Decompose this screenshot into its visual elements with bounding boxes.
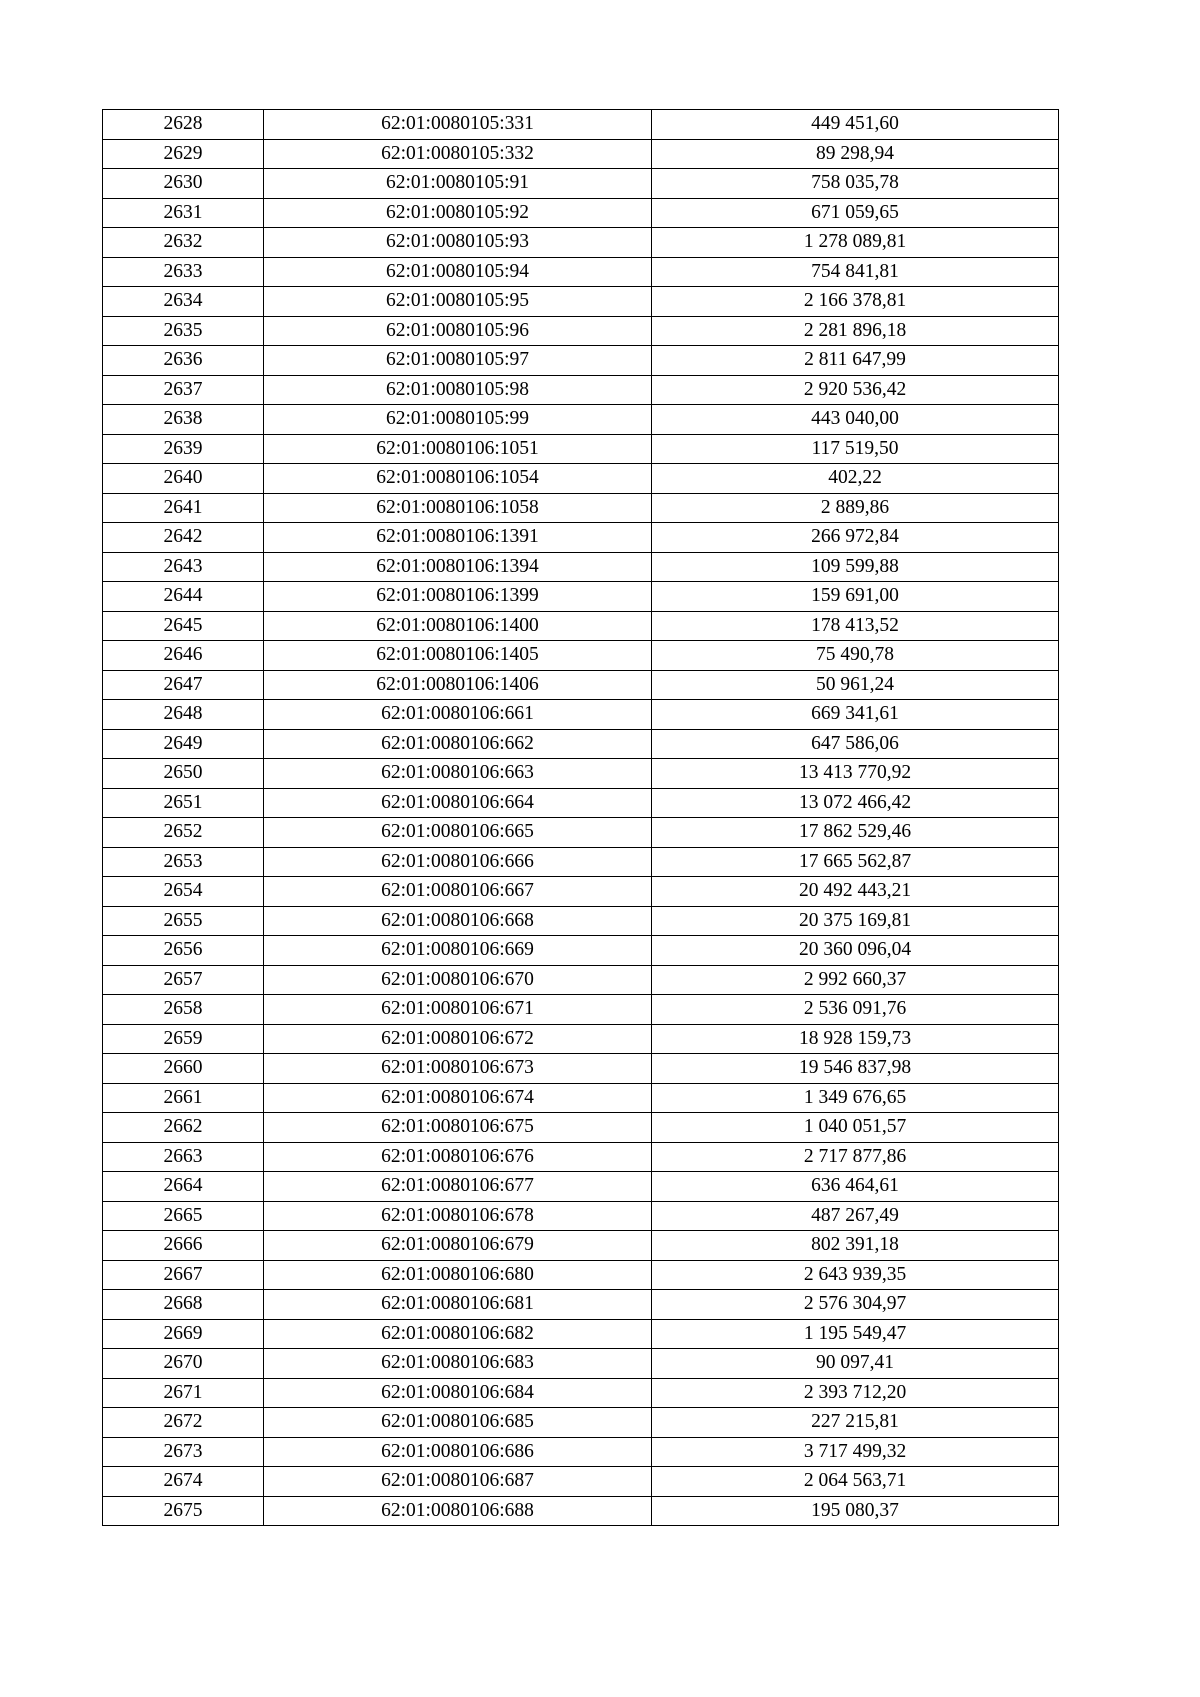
- cadastral-value-cell: 487 267,49: [652, 1201, 1059, 1231]
- row-number-cell: 2637: [103, 375, 264, 405]
- table-row: [103, 110, 1059, 140]
- cadastral-number-cell: 62:01:0080105:94: [264, 257, 652, 287]
- cadastral-value-cell: 2 717 877,86: [652, 1142, 1059, 1172]
- cadastral-number-cell: 62:01:0080106:1399: [264, 582, 652, 612]
- cadastral-number-cell: 62:01:0080106:669: [264, 936, 652, 966]
- table-row: [103, 257, 1059, 287]
- cadastral-value-cell: 18 928 159,73: [652, 1024, 1059, 1054]
- cadastral-value-cell: 13 072 466,42: [652, 788, 1059, 818]
- row-number-cell: 2642: [103, 523, 264, 553]
- cadastral-number-cell: 62:01:0080106:682: [264, 1319, 652, 1349]
- table-row: [103, 1408, 1059, 1438]
- cadastral-number-cell: 62:01:0080106:680: [264, 1260, 652, 1290]
- cadastral-number-cell: 62:01:0080106:672: [264, 1024, 652, 1054]
- cadastral-number-cell: 62:01:0080106:678: [264, 1201, 652, 1231]
- cadastral-number-cell: 62:01:0080106:1391: [264, 523, 652, 553]
- row-number-cell: 2661: [103, 1083, 264, 1113]
- cadastral-value-cell: 802 391,18: [652, 1231, 1059, 1261]
- row-number-cell: 2666: [103, 1231, 264, 1261]
- table-row: [103, 965, 1059, 995]
- cadastral-number-cell: 62:01:0080106:684: [264, 1378, 652, 1408]
- cadastral-number-cell: 62:01:0080106:687: [264, 1467, 652, 1497]
- cadastral-value-cell: 2 889,86: [652, 493, 1059, 523]
- row-number-cell: 2650: [103, 759, 264, 789]
- row-number-cell: 2648: [103, 700, 264, 730]
- cadastral-number-cell: 62:01:0080106:668: [264, 906, 652, 936]
- cadastral-value-cell: 20 492 443,21: [652, 877, 1059, 907]
- table-row: [103, 1024, 1059, 1054]
- cadastral-number-cell: 62:01:0080106:673: [264, 1054, 652, 1084]
- cadastral-number-cell: 62:01:0080105:332: [264, 139, 652, 169]
- cadastral-value-cell: 2 064 563,71: [652, 1467, 1059, 1497]
- cadastral-number-cell: 62:01:0080106:666: [264, 847, 652, 877]
- row-number-cell: 2674: [103, 1467, 264, 1497]
- cadastral-value-cell: 195 080,37: [652, 1496, 1059, 1526]
- row-number-cell: 2631: [103, 198, 264, 228]
- table-row: [103, 582, 1059, 612]
- table-row: [103, 1142, 1059, 1172]
- cadastral-number-cell: 62:01:0080106:683: [264, 1349, 652, 1379]
- row-number-cell: 2649: [103, 729, 264, 759]
- cadastral-number-cell: 62:01:0080105:99: [264, 405, 652, 435]
- table-row: [103, 1054, 1059, 1084]
- table-row: [103, 169, 1059, 199]
- table-row: [103, 316, 1059, 346]
- row-number-cell: 2662: [103, 1113, 264, 1143]
- table-row: [103, 287, 1059, 317]
- row-number-cell: 2632: [103, 228, 264, 258]
- row-number-cell: 2667: [103, 1260, 264, 1290]
- table-row: [103, 464, 1059, 494]
- table-row: [103, 729, 1059, 759]
- table-row: [103, 1496, 1059, 1526]
- cadastral-value-cell: 2 536 091,76: [652, 995, 1059, 1025]
- cadastral-number-cell: 62:01:0080106:670: [264, 965, 652, 995]
- table-row: [103, 139, 1059, 169]
- table-row: [103, 1083, 1059, 1113]
- cadastral-number-cell: 62:01:0080105:331: [264, 110, 652, 140]
- cadastral-number-cell: 62:01:0080106:665: [264, 818, 652, 848]
- cadastral-value-cell: 1 278 089,81: [652, 228, 1059, 258]
- cadastral-number-cell: 62:01:0080105:97: [264, 346, 652, 376]
- cadastral-number-cell: 62:01:0080106:675: [264, 1113, 652, 1143]
- cadastral-number-cell: 62:01:0080106:688: [264, 1496, 652, 1526]
- cadastral-value-cell: 50 961,24: [652, 670, 1059, 700]
- row-number-cell: 2658: [103, 995, 264, 1025]
- cadastral-number-cell: 62:01:0080106:681: [264, 1290, 652, 1320]
- cadastral-number-cell: 62:01:0080105:93: [264, 228, 652, 258]
- row-number-cell: 2673: [103, 1437, 264, 1467]
- row-number-cell: 2675: [103, 1496, 264, 1526]
- cadastral-value-cell: 117 519,50: [652, 434, 1059, 464]
- row-number-cell: 2671: [103, 1378, 264, 1408]
- row-number-cell: 2635: [103, 316, 264, 346]
- table-row: [103, 1260, 1059, 1290]
- cadastral-value-cell: 1 040 051,57: [652, 1113, 1059, 1143]
- table-row: [103, 847, 1059, 877]
- table-body: [103, 110, 1059, 1526]
- row-number-cell: 2643: [103, 552, 264, 582]
- table-row: [103, 877, 1059, 907]
- cadastral-number-cell: 62:01:0080105:91: [264, 169, 652, 199]
- table-row: [103, 552, 1059, 582]
- row-number-cell: 2654: [103, 877, 264, 907]
- cadastral-number-cell: 62:01:0080106:1051: [264, 434, 652, 464]
- cadastral-number-cell: 62:01:0080106:661: [264, 700, 652, 730]
- cadastral-value-cell: 75 490,78: [652, 641, 1059, 671]
- table-row: [103, 1201, 1059, 1231]
- table-row: [103, 700, 1059, 730]
- cadastral-value-cell: 2 811 647,99: [652, 346, 1059, 376]
- table-row: [103, 1319, 1059, 1349]
- cadastral-number-cell: 62:01:0080105:98: [264, 375, 652, 405]
- table-row: [103, 228, 1059, 258]
- row-number-cell: 2657: [103, 965, 264, 995]
- row-number-cell: 2669: [103, 1319, 264, 1349]
- table-row: [103, 759, 1059, 789]
- cadastral-number-cell: 62:01:0080106:662: [264, 729, 652, 759]
- cadastral-value-cell: 669 341,61: [652, 700, 1059, 730]
- table-row: [103, 788, 1059, 818]
- row-number-cell: 2647: [103, 670, 264, 700]
- row-number-cell: 2664: [103, 1172, 264, 1202]
- table-row: [103, 906, 1059, 936]
- cadastral-number-cell: 62:01:0080106:1400: [264, 611, 652, 641]
- row-number-cell: 2629: [103, 139, 264, 169]
- cadastral-number-cell: 62:01:0080106:674: [264, 1083, 652, 1113]
- cadastral-number-cell: 62:01:0080106:1406: [264, 670, 652, 700]
- row-number-cell: 2646: [103, 641, 264, 671]
- table-row: [103, 1437, 1059, 1467]
- table-row: [103, 1349, 1059, 1379]
- table-row: [103, 641, 1059, 671]
- table-row: [103, 670, 1059, 700]
- row-number-cell: 2636: [103, 346, 264, 376]
- cadastral-number-cell: 62:01:0080106:663: [264, 759, 652, 789]
- row-number-cell: 2633: [103, 257, 264, 287]
- cadastral-number-cell: 62:01:0080106:664: [264, 788, 652, 818]
- cadastral-value-table: [102, 109, 1059, 1526]
- row-number-cell: 2660: [103, 1054, 264, 1084]
- row-number-cell: 2653: [103, 847, 264, 877]
- row-number-cell: 2628: [103, 110, 264, 140]
- table-row: [103, 434, 1059, 464]
- cadastral-value-cell: 2 992 660,37: [652, 965, 1059, 995]
- cadastral-number-cell: 62:01:0080105:96: [264, 316, 652, 346]
- cadastral-value-cell: 227 215,81: [652, 1408, 1059, 1438]
- cadastral-value-cell: 17 862 529,46: [652, 818, 1059, 848]
- table-row: [103, 493, 1059, 523]
- cadastral-number-cell: 62:01:0080106:667: [264, 877, 652, 907]
- row-number-cell: 2645: [103, 611, 264, 641]
- row-number-cell: 2651: [103, 788, 264, 818]
- row-number-cell: 2634: [103, 287, 264, 317]
- cadastral-value-cell: 13 413 770,92: [652, 759, 1059, 789]
- row-number-cell: 2639: [103, 434, 264, 464]
- cadastral-value-cell: 2 643 939,35: [652, 1260, 1059, 1290]
- cadastral-number-cell: 62:01:0080106:671: [264, 995, 652, 1025]
- cadastral-value-cell: 17 665 562,87: [652, 847, 1059, 877]
- cadastral-number-cell: 62:01:0080106:676: [264, 1142, 652, 1172]
- cadastral-value-cell: 647 586,06: [652, 729, 1059, 759]
- cadastral-value-cell: 1 195 549,47: [652, 1319, 1059, 1349]
- cadastral-value-cell: 2 393 712,20: [652, 1378, 1059, 1408]
- table-row: [103, 936, 1059, 966]
- cadastral-number-cell: 62:01:0080106:679: [264, 1231, 652, 1261]
- table-row: [103, 405, 1059, 435]
- cadastral-value-cell: 754 841,81: [652, 257, 1059, 287]
- cadastral-number-cell: 62:01:0080106:1058: [264, 493, 652, 523]
- cadastral-value-cell: 2 281 896,18: [652, 316, 1059, 346]
- cadastral-number-cell: 62:01:0080106:685: [264, 1408, 652, 1438]
- table-row: [103, 1113, 1059, 1143]
- cadastral-value-cell: 178 413,52: [652, 611, 1059, 641]
- cadastral-value-cell: 443 040,00: [652, 405, 1059, 435]
- cadastral-value-cell: 2 920 536,42: [652, 375, 1059, 405]
- cadastral-value-cell: 671 059,65: [652, 198, 1059, 228]
- cadastral-value-cell: 90 097,41: [652, 1349, 1059, 1379]
- table-row: [103, 346, 1059, 376]
- row-number-cell: 2641: [103, 493, 264, 523]
- cadastral-number-cell: 62:01:0080106:1394: [264, 552, 652, 582]
- cadastral-value-cell: 449 451,60: [652, 110, 1059, 140]
- cadastral-value-cell: 3 717 499,32: [652, 1437, 1059, 1467]
- row-number-cell: 2652: [103, 818, 264, 848]
- row-number-cell: 2668: [103, 1290, 264, 1320]
- cadastral-number-cell: 62:01:0080105:95: [264, 287, 652, 317]
- table-row: [103, 1290, 1059, 1320]
- row-number-cell: 2670: [103, 1349, 264, 1379]
- row-number-cell: 2656: [103, 936, 264, 966]
- table-row: [103, 375, 1059, 405]
- row-number-cell: 2644: [103, 582, 264, 612]
- cadastral-value-cell: 758 035,78: [652, 169, 1059, 199]
- table-row: [103, 1467, 1059, 1497]
- table-row: [103, 1378, 1059, 1408]
- table-row: [103, 1231, 1059, 1261]
- cadastral-value-cell: 89 298,94: [652, 139, 1059, 169]
- cadastral-number-cell: 62:01:0080106:686: [264, 1437, 652, 1467]
- row-number-cell: 2663: [103, 1142, 264, 1172]
- table-row: [103, 523, 1059, 553]
- cadastral-value-cell: 402,22: [652, 464, 1059, 494]
- cadastral-value-cell: 159 691,00: [652, 582, 1059, 612]
- cadastral-number-cell: 62:01:0080106:677: [264, 1172, 652, 1202]
- table-row: [103, 995, 1059, 1025]
- cadastral-value-cell: 109 599,88: [652, 552, 1059, 582]
- table-row: [103, 198, 1059, 228]
- row-number-cell: 2640: [103, 464, 264, 494]
- row-number-cell: 2672: [103, 1408, 264, 1438]
- cadastral-number-cell: 62:01:0080106:1054: [264, 464, 652, 494]
- cadastral-value-cell: 19 546 837,98: [652, 1054, 1059, 1084]
- row-number-cell: 2655: [103, 906, 264, 936]
- cadastral-value-cell: 636 464,61: [652, 1172, 1059, 1202]
- cadastral-number-cell: 62:01:0080105:92: [264, 198, 652, 228]
- cadastral-value-cell: 20 360 096,04: [652, 936, 1059, 966]
- row-number-cell: 2630: [103, 169, 264, 199]
- cadastral-number-cell: 62:01:0080106:1405: [264, 641, 652, 671]
- row-number-cell: 2638: [103, 405, 264, 435]
- cadastral-value-cell: 266 972,84: [652, 523, 1059, 553]
- cadastral-value-cell: 1 349 676,65: [652, 1083, 1059, 1113]
- table-row: [103, 611, 1059, 641]
- cadastral-value-cell: 20 375 169,81: [652, 906, 1059, 936]
- cadastral-value-cell: 2 166 378,81: [652, 287, 1059, 317]
- cadastral-value-cell: 2 576 304,97: [652, 1290, 1059, 1320]
- table-row: [103, 1172, 1059, 1202]
- row-number-cell: 2665: [103, 1201, 264, 1231]
- table-row: [103, 818, 1059, 848]
- row-number-cell: 2659: [103, 1024, 264, 1054]
